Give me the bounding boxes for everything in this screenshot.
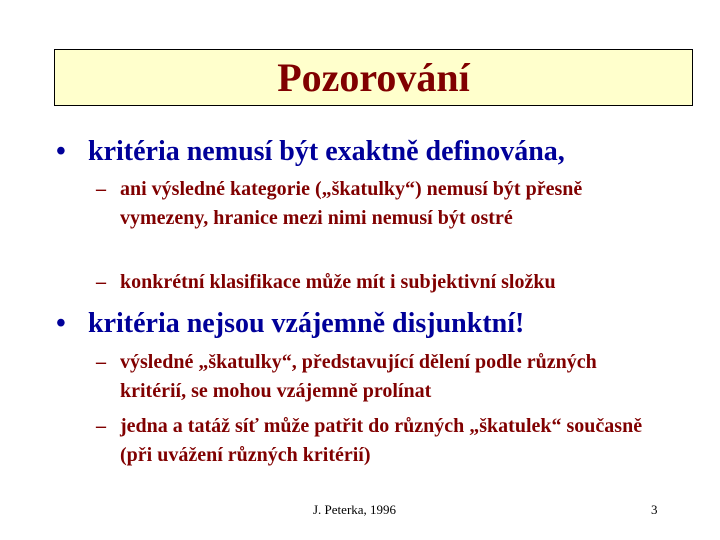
subitem-1-1 <box>96 175 660 233</box>
subitem-2-2 <box>96 412 660 470</box>
bullet-marker: • <box>56 308 66 339</box>
bullet-1 <box>56 136 565 168</box>
subitem-1-2-text: konkrétní klasifikace může mít i subjektivní složku <box>120 271 556 293</box>
slide-title: Pozorování <box>277 54 470 100</box>
bullet-marker: • <box>56 136 66 167</box>
subitem-marker: – <box>96 178 106 200</box>
footer-author: J. Peterka, 1996 <box>313 502 397 517</box>
bullet-1-text: kritéria nemusí být exaktně definována, <box>88 136 565 167</box>
subitem-2-1-text: výsledné „škatulky“, představující dělení podle různých kritérií, se mohou vzájemně prolínat <box>120 351 597 402</box>
subitem-marker: – <box>96 271 106 293</box>
subitem-1-1-text: ani výsledné kategorie („škatulky“) nemusí být přesně vymezeny, hranice mezi nimi nemusí být ostré <box>120 178 583 229</box>
bullet-2-text: kritéria nejsou vzájemně disjunktní! <box>88 308 525 339</box>
subitem-2-2-text: jedna a tatáž síť může patřit do různých „škatulek“ současně (při uvážení různých kritérií) <box>120 415 643 466</box>
page-number: 3 <box>651 502 658 517</box>
bullet-2 <box>56 308 524 340</box>
subitem-marker: – <box>96 415 106 437</box>
subitem-2-1 <box>96 348 660 406</box>
subitem-1-2 <box>96 268 660 297</box>
subitem-marker: – <box>96 351 106 373</box>
